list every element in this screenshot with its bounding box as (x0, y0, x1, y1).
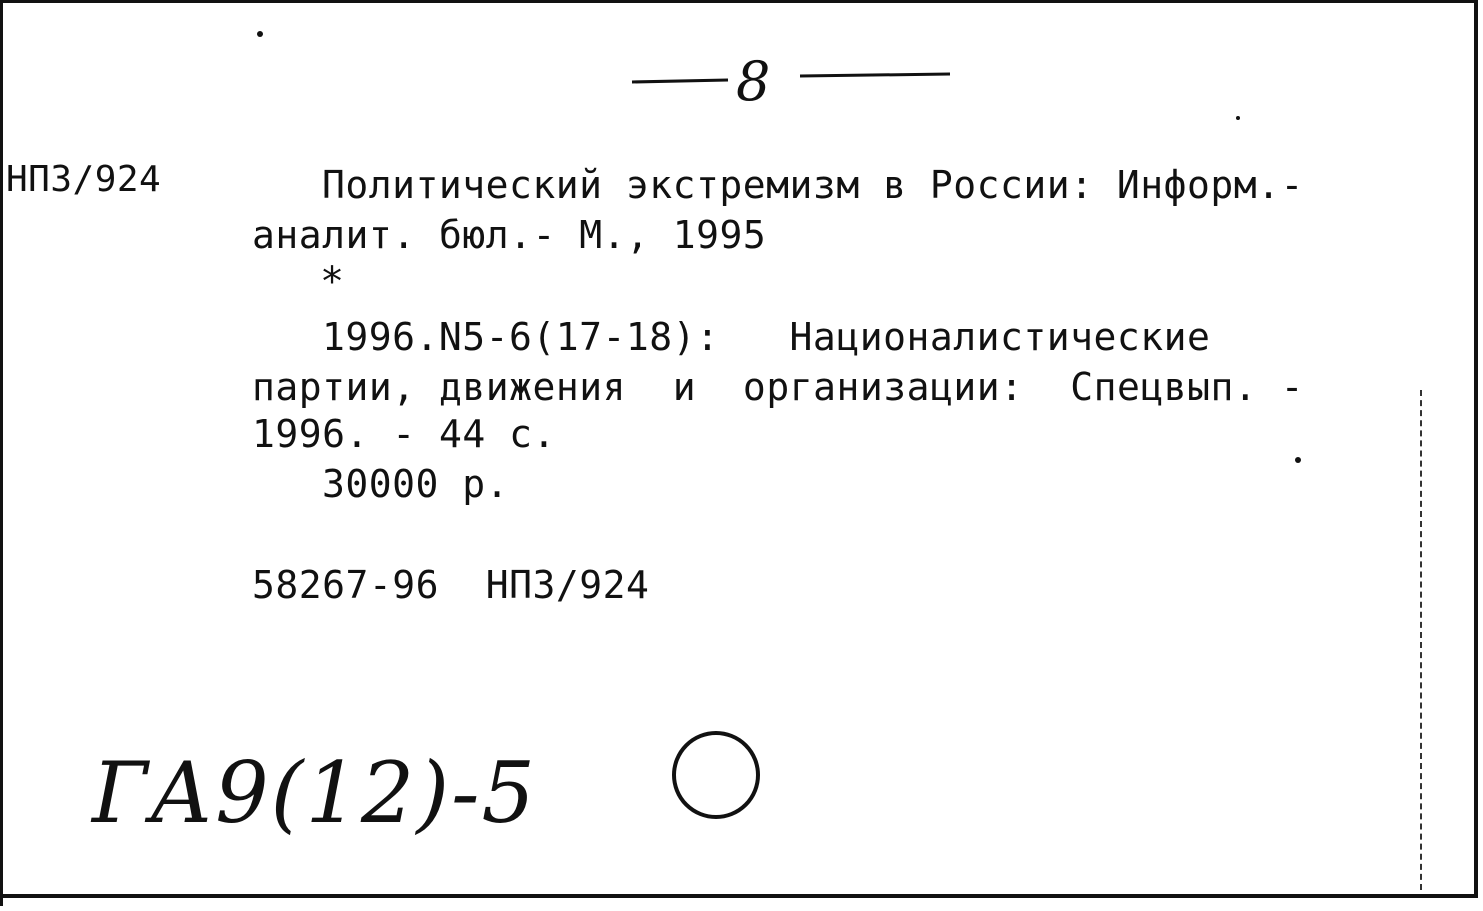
accession-number: 58267-96 НПЗ/924 (252, 563, 650, 607)
speck (1236, 116, 1240, 120)
title-continuation: аналит. бюл.- М., 1995 (252, 213, 767, 257)
page-number: 8 (736, 50, 771, 113)
issue-continuation: партии, движения и организации: Спецвып. - (252, 365, 1305, 409)
punch-hole (674, 733, 758, 817)
speck (257, 31, 263, 37)
title-line: Политический экстремизм в России: Информ.- (322, 163, 1304, 207)
separator-asterisk: * (320, 259, 345, 305)
speck (1295, 457, 1301, 463)
page-number-dash-left (632, 80, 728, 82)
page-number-dash-right (800, 74, 950, 76)
issue-end: 1996. - 44 с. (252, 412, 556, 456)
price: 30000 р. (322, 462, 510, 506)
shelf-mark: НПЗ/924 (6, 159, 162, 200)
issue-line: 1996.N5-6(17-18): Националистические (322, 315, 1211, 359)
handwritten-classification: ГА9(12)-5 (92, 744, 537, 842)
